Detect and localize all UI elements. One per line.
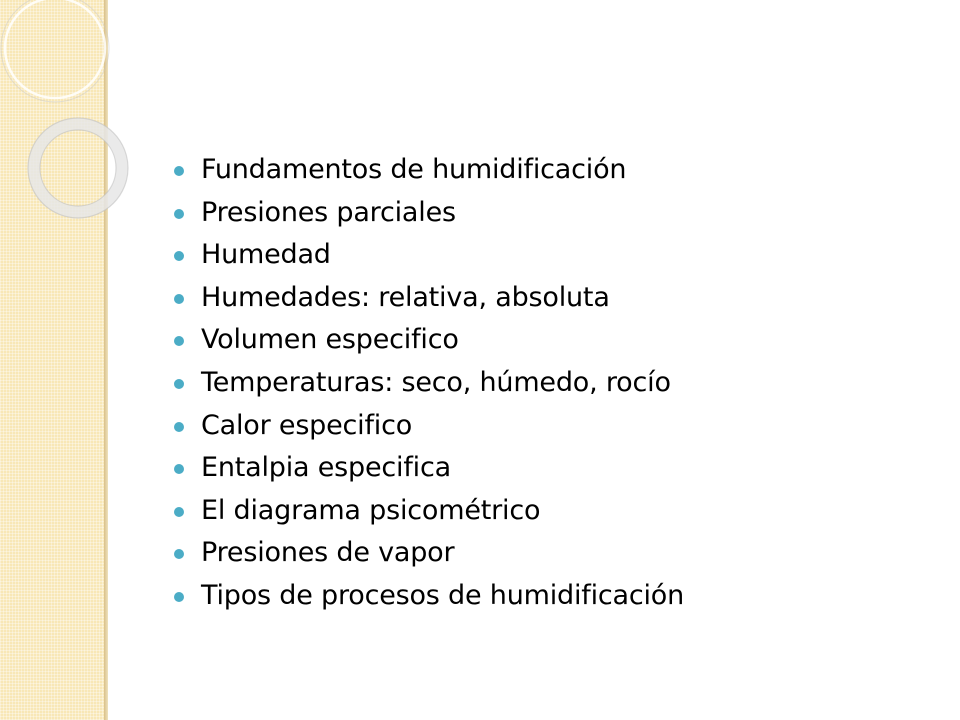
list-item	[170, 532, 684, 575]
bullet-icon	[174, 294, 184, 304]
list-item	[170, 362, 684, 405]
bullet-icon	[174, 251, 184, 261]
list-item-text: Humedades: relativa, absoluta	[201, 281, 610, 313]
bullet-icon	[174, 166, 184, 176]
list-item-text: Presiones parciales	[201, 196, 456, 228]
bullet-icon	[174, 379, 184, 389]
list-item-text: Entalpia especifica	[201, 452, 451, 484]
lower-ring-icon	[34, 124, 122, 212]
list-item-text: Volumen especifico	[201, 324, 459, 356]
bullet-icon	[174, 422, 184, 432]
list-item	[170, 405, 684, 448]
list-item	[170, 575, 684, 618]
list-item	[170, 192, 684, 235]
list-item	[170, 149, 684, 192]
list-item	[170, 447, 684, 490]
list-item	[170, 277, 684, 320]
list-item	[170, 319, 684, 362]
list-item-text: Tipos de procesos de humidificación	[201, 579, 685, 611]
topic-bullet-list	[170, 149, 684, 618]
list-item-text: Humedad	[201, 239, 331, 271]
bullet-icon	[174, 209, 184, 219]
decorative-rings-graphic	[0, 0, 160, 260]
bullet-icon	[174, 549, 184, 559]
list-item-text: Fundamentos de humidificación	[201, 154, 627, 185]
bullet-icon	[174, 464, 184, 474]
list-item-text: El diagrama psicométrico	[201, 494, 541, 526]
lower-ring-outer-outline-icon	[28, 118, 128, 218]
bullet-icon	[174, 592, 184, 602]
bullet-icon	[174, 507, 184, 517]
list-item-text: Presiones de vapor	[201, 537, 455, 569]
list-item	[170, 490, 684, 533]
upper-ring-icon	[5, 0, 105, 98]
list-item-text: Calor especifico	[201, 409, 413, 441]
list-item	[170, 234, 684, 277]
list-item-text: Temperaturas: seco, húmedo, rocío	[201, 366, 671, 398]
bullet-icon	[174, 336, 184, 346]
lower-ring-inner-outline-icon	[40, 130, 116, 206]
